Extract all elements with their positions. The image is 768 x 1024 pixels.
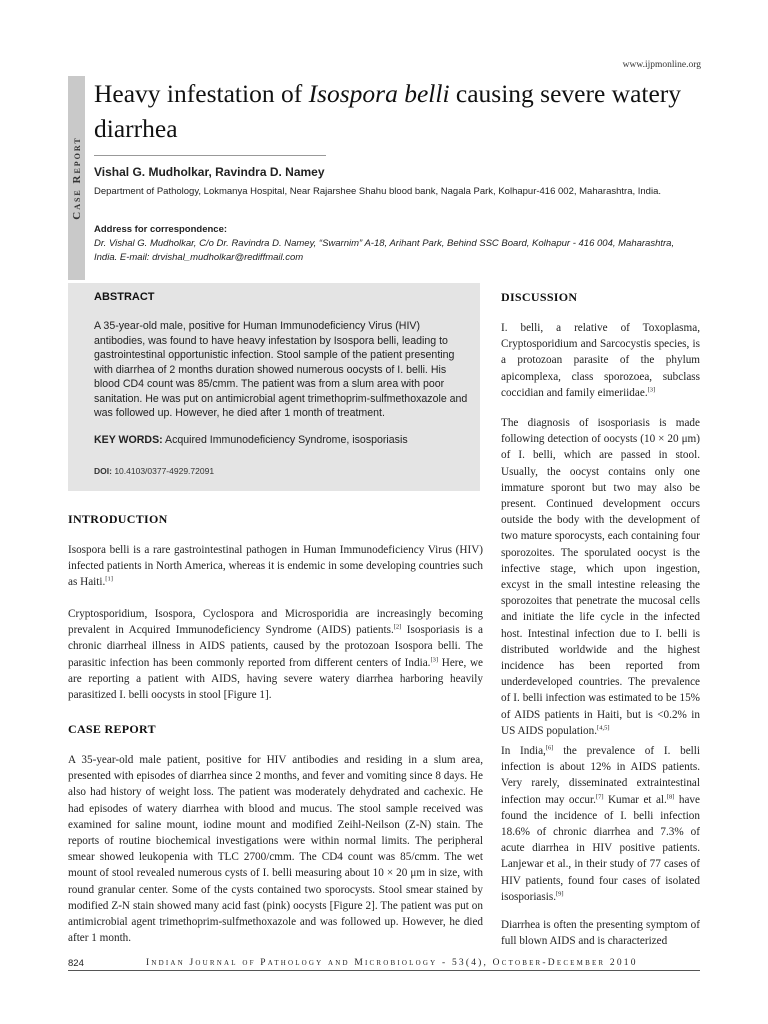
discussion-heading: DISCUSSION (501, 290, 578, 304)
case-report-heading: CASE REPORT (68, 722, 156, 736)
article-title (94, 76, 714, 146)
section-label: Case Report (70, 136, 83, 220)
journal-url[interactable]: www.ijpmonline.org (622, 60, 701, 70)
citation[interactable]: [2] (393, 623, 402, 631)
title-species: Isospora belli (308, 79, 450, 108)
title-part1: Heavy infestation of (94, 79, 309, 108)
citation[interactable]: [1] (105, 575, 113, 583)
doi-label: DOI: (94, 466, 112, 476)
case-report-text: A 35-year-old male patient, positive for HIV antibodies and residing in a slum area, presented with episodes of diarrhea since 2 months, and fever and vomiting since 8 days. He also had history of weight loss. The patient was moderately dehydrated and cachexic. He had episodes of watery diarrhea with blood and mucus. The stool sample received was examined for saline mount, iodine mount and modified Zeihl-Neilson (Z-N) stain. The reports of routine biochemical investigations were within normal limits. The peripheral smear showed leukopenia with TLC 2700/cmm. The CD4 count was 85/cmm. The wet mount of stool revealed numerous cysts of I. belli measuring about 10 × 20 μm in size, with round granular center. Some of the cysts contained two sporocysts. Stool smear stained by modified Z-N stain showed many acid fast (pink) oocysts [Figure 2]. The patient was put on antimicrobial agent trimethoprim-sulfmethoxazole and was followed up. However, he died after 1 month. (68, 754, 483, 945)
abstract-text: A 35-year-old male, positive for Human Immunodeficiency Virus (HIV) antibodies, was found to have heavy infestation by Isospora belli, leading to gastrointestinal opportunistic infection. Stool sample of the patient presenting with diarrhea of 2 months duration showed numerous oocysts of I. belli. His blood CD4 count was 85/cmm. The patient was from a slum area with poor sanitation. He was put on antimicrobial agent trimethoprim-sulfmethoxazole and was followed up. However, he died after 1 month of treatment. (94, 320, 468, 419)
authors: Vishal G. Mudholkar, Ravindra D. Namey (94, 165, 325, 179)
discussion-paragraph-4: Diarrhea is often the presenting symptom of full blown AIDS and is characterized (501, 919, 700, 948)
correspondence-heading: Address for correspondence: (94, 224, 228, 235)
keywords-value: Acquired Immunodeficiency Syndrome, isosporiasis (162, 434, 408, 446)
abstract-heading: ABSTRACT (94, 291, 155, 303)
citation[interactable]: [4,5] (597, 724, 610, 732)
introduction-paragraph-1: Isospora belli is a rare gastrointestinal pathogen in Human Immunodeficiency Virus (HIV) infected patients in North America, whereas it is endemic in some developing countries such as Haiti.[1] (68, 544, 483, 589)
discussion-paragraph-3: In India,[6] the prevalence of I. belli infection is about 12% in AIDS patients. Very rarely, disseminated extraintestinal infection may occur.[7] Kumar et al.[8] have found the incidence of I. belli infection 18.6% of chronic diarrhea and 7.3% of acute diarrhea in HIV positive patients. Lanjewar et al., in their study of 77 cases of HIV patients, found four cases of isolated isosporiasis.[9] (501, 744, 701, 903)
introduction-heading: INTRODUCTION (68, 512, 168, 526)
citation[interactable]: [9] (556, 890, 564, 898)
doi[interactable] (94, 466, 214, 476)
footer-divider (68, 970, 700, 971)
title-part2: causing severe watery diarrhea (94, 79, 682, 143)
keywords-label: KEY WORDS: (94, 434, 163, 446)
discussion-paragraph-2: The diagnosis of isosporiasis is made following detection of oocysts (10 × 20 μm) of I. belli, which are passed in stool. Usually, the oocyst contains only one immature sporont but two may also be present. Continued development occurs outside the body with the development of two mature sporocysts, each containing four sporozoites. The sporulated oocyst is the infective stage, which upon ingestion, excyst in the small intestine releasing the sporozoites that penetrate the mucosal cells and initiate the life cycle in the infected host. Intestinal infection due to I. belli is distributed worldwide and the highest incidence has been reported from underdeveloped countries. The prevalence of I. belli infection was estimated to be 15% of AIDS patients in Haiti, but is <0.2% in US AIDS population.[4,5] (501, 417, 700, 737)
page-number: 824 (68, 958, 84, 969)
doi-value[interactable]: 10.4103/0377-4929.72091 (111, 466, 215, 476)
section-sidebar (68, 76, 85, 280)
citation[interactable]: [6] (545, 744, 554, 752)
correspondence-text: Dr. Vishal G. Mudholkar, C/o Dr. Ravindra D. Namey, “Swarnim” A-18, Arihant Park, Behind SSC Board, Kolhapur - 416 004, Maharashtra, India. E-mail: drvishal_mudholkar@rediffmail.com (94, 238, 675, 263)
citation[interactable]: [3] (430, 655, 439, 663)
citation[interactable]: [8] (666, 792, 675, 800)
citation[interactable]: [7] (595, 792, 604, 800)
keywords (94, 434, 474, 446)
journal-footer: Indian Journal of Pathology and Microbiology - 53(4), October-December 2010 (146, 958, 638, 968)
affiliation: Department of Pathology, Lokmanya Hospital, Near Rajarshee Shahu blood bank, Nagala Park, Kolhapur-416 002, Maharashtra, India. (94, 186, 661, 197)
discussion-paragraph-1: I. belli, a relative of Toxoplasma, Cryptosporidium and Sarcocystis species, is a protozoan parasite of the phylum apicomplexa, class sporozoea, subclass coccidian and family eimeriidae.[3] (501, 322, 700, 399)
introduction-paragraph-2: Cryptosporidium, Isospora, Cyclospora and Microsporidia are increasingly becoming prevalent in Acquired Immunodeficiency Syndrome (AIDS) patients.[2] Isosporiasis is a chronic diarrheal illness in AIDS patients, caused by the protozoan Isospora belli. The parasitic infection has been commonly reported from different centers of India.[3] Here, we are reporting a patient with AIDS, having severe watery diarrhea harboring heavily parasitized I. belli oocysts in stool [Figure 1]. (68, 608, 484, 702)
title-divider (94, 155, 326, 156)
citation[interactable]: [3] (647, 386, 656, 394)
